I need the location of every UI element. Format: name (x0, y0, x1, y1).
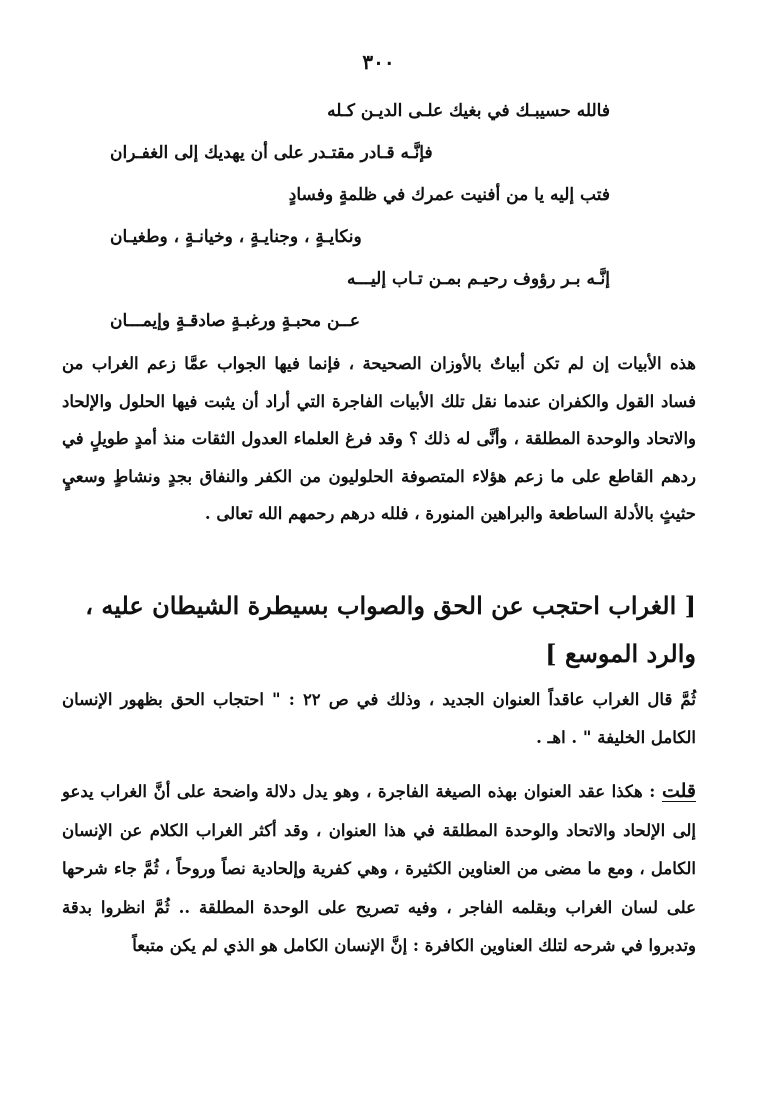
poem-verse: فتب إليه يا من أفنيت عمرك في ظلمةٍ وفسادٍ (288, 185, 610, 205)
poem-block (110, 90, 610, 342)
page-number: ٣٠٠ (362, 50, 395, 74)
paragraph-text: : هكذا عقد العنوان بهذه الصيغة الفاجرة ، وهو يدل دلالة واضحة على أنَّ الغراب يدعو إلى الإلحاد والاتحاد والوحدة المطلقة في هذا العنوان ، وقد أكثر الغراب الكلام عن الإنسان الكامل ، ومع ما مضى من العناوين الكثيرة ، وهي كفرية وإلحادية نصاً وروحاً ، ثُمَّ جاء شرحها على لسان الغراب وبقلمه الفاجر ، وفيه تصريح على الوحدة المطلقة .. ثُمَّ انظروا بدقة وتدبروا في شرحه لتلك العناوين الكافرة : إنَّ الإنسان الكامل هو الذي لم يكن متبعاً (62, 782, 696, 955)
poem-verse: فالله حسيبـك في بغيك علـى الديـن كـله (327, 101, 610, 121)
poem-verse: عــن محبـةٍ ورغبـةٍ صادقـةٍ وإيمـــان (110, 311, 361, 331)
qultu-lead-word: قلت (661, 780, 696, 802)
poem-verse: ونكايـةٍ ، وجنايـةٍ ، وخيانـةٍ ، وطغيـان (110, 227, 362, 247)
poem-verse: فإنَّـه قـادر مقتـدر على أن يهديك إلى الغفـران (110, 143, 433, 163)
section-heading: [ الغراب احتجب عن الحق والصواب بسيطرة الشيطان عليه ، والرد الموسع ] (85, 591, 696, 668)
poem-verse: إنَّـه بـر رؤوف رحيـم بمـن تـاب إليـــه (346, 269, 610, 289)
body-paragraph: هذه الأبيات إن لم تكن أبياتٌ بالأوزان الصحيحة ، فإنما فيها الجواب عمَّا زعم الغراب من فساد القول والكفران عندما نقل تلك الأبيات الفاجرة التي أراد أن يثبت فيها الحلول والإلحاد والاتحاد والوحدة المطلقة ، وأنَّى له ذلك ؟ وقد فرغ العلماء العدول الثقات منذ أمدٍ طويلٍ في ردهم القاطع على ما زعم هؤلاء المتصوفة الحلوليون من الكفر والنفاق بجدٍ ونشاطٍ وسعيٍ حثيثٍ بالأدلة الساطعة والبراهين المنورة ، فلله درهم رحمهم الله تعالى . (62, 354, 696, 523)
body-paragraph: ثُمَّ قال الغراب عاقداً العنوان الجديد ، وذلك في ص ٢٢ : " احتجاب الحق بظهور الإنسان الكامل الخليفة " . اهـ . (62, 690, 697, 747)
body-paragraph (62, 772, 696, 966)
